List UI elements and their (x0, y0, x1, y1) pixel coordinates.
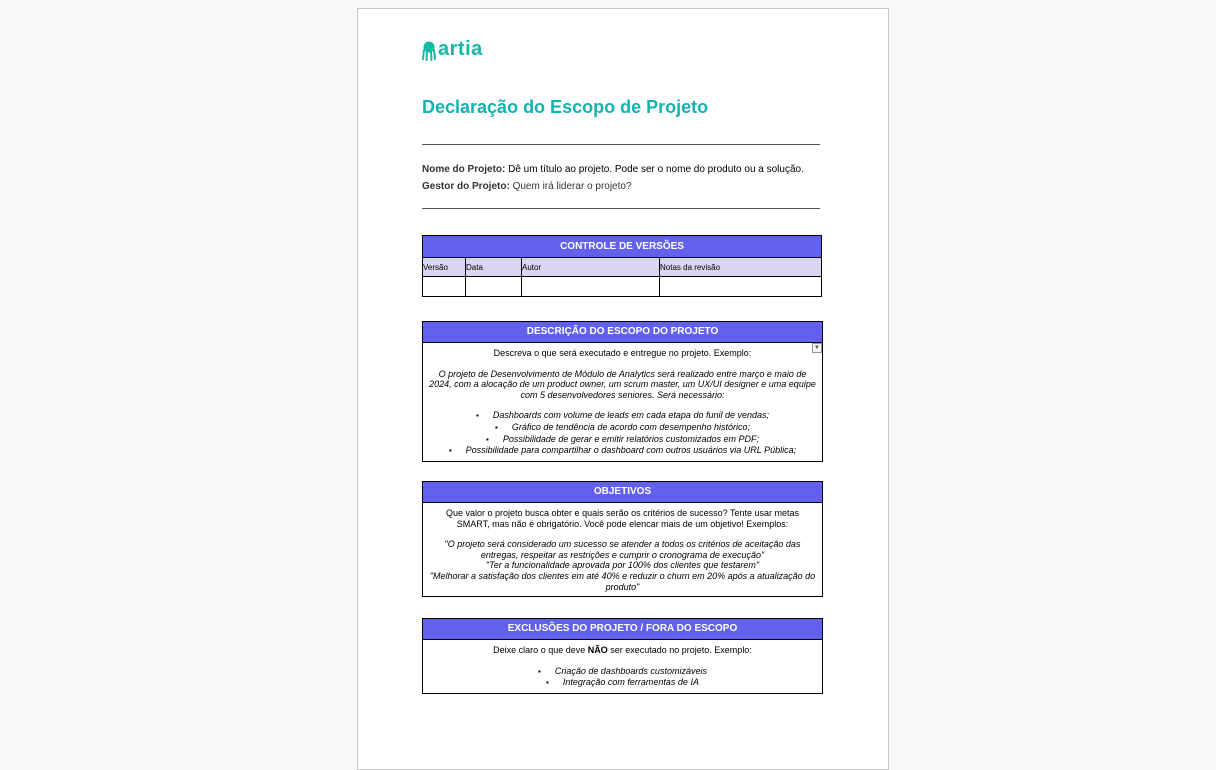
logo-text: artia (438, 38, 483, 60)
exclusion-item: ▪ Integração com ferramentas de IA (429, 677, 816, 689)
exclusion-item: ▪ Criação de dashboards customizáveis (429, 666, 816, 678)
project-manager-value[interactable]: Quem irá liderar o projeto? (512, 181, 632, 192)
exclusions-intro: Deixe claro o que deve NÃO ser executado no projeto. Exemplo: (493, 645, 752, 655)
document-page (357, 8, 889, 770)
date-cell[interactable] (466, 277, 522, 297)
scope-description-section (422, 321, 823, 462)
dropdown-arrow-icon[interactable]: ▼ (812, 343, 822, 353)
project-manager-label: Gestor do Projeto: (422, 181, 510, 192)
scope-example: O projeto de Desenvolvimento de Módulo de Analytics será realizado entre março e maio de 2024, com a alocação de um product owner, um scrum master, um UX/UI designer e uma equipe com 5 desenvolvedores seniores. Será necessário: (429, 368, 816, 400)
revision-notes-cell[interactable] (660, 277, 822, 297)
column-date: Data (466, 258, 522, 277)
scope-header: DESCRIÇÃO DO ESCOPO DO PROJETO (423, 322, 822, 343)
scope-body[interactable] (423, 343, 822, 461)
scope-item: ▪ Dashboards com volume de leads em cada etapa do funil de vendas; (429, 410, 816, 422)
objectives-section (422, 481, 823, 597)
project-manager-line (422, 181, 632, 192)
objective-example: "Ter a funcionalidade aprovada por 100% dos clientes que testarem" (485, 560, 760, 571)
objectives-header: OBJETIVOS (423, 482, 822, 503)
scope-item: ▪ Possibilidade para compartilhar o dashboard com outros usuários via URL Pública; (429, 445, 816, 457)
column-version: Versão (423, 258, 466, 277)
version-cell[interactable] (423, 277, 466, 297)
artia-logo (422, 38, 483, 61)
column-revision-notes: Notas da revisão (660, 258, 822, 277)
objectives-intro: Que valor o projeto busca obter e quais serão os critérios de sucesso? Tente usar metas SMART, mas não é obrigatório. Você pode elencar mais de um objetivo! Exemplos: (445, 508, 800, 529)
version-control-table (422, 235, 822, 297)
scope-intro: Descreva o que será executado e entregue no projeto. Exemplo: (493, 348, 752, 358)
divider (422, 208, 820, 209)
project-name-label: Nome do Projeto: (422, 164, 506, 175)
column-author: Autor (522, 258, 660, 277)
scope-item: ▪ Possibilidade de gerar e emitir relatórios customizados em PDF; (429, 434, 816, 446)
objectives-body[interactable] (423, 503, 822, 596)
project-name-value[interactable]: Dê um título ao projeto. Pode ser o nome do produto ou a solução. (508, 164, 804, 175)
divider (422, 144, 820, 145)
version-control-header: CONTROLE DE VERSÕES (423, 236, 822, 258)
exclusions-section (422, 618, 823, 694)
exclusions-body[interactable] (423, 640, 822, 693)
author-cell[interactable] (522, 277, 660, 297)
project-name-line (422, 164, 804, 175)
objective-example: "O projeto será considerado um sucesso se atender a todos os critérios de aceitação das entregas, respeitar as restrições e cumprir o cronograma de execução" (444, 539, 801, 560)
document-title: Declaração do Escopo de Projeto (422, 97, 709, 117)
objective-example: "Melhorar a satisfação dos clientes em até 40% e reduzir o churn em 20% após a atualização do produto" (429, 570, 816, 592)
exclusions-header: EXCLUSÕES DO PROJETO / FORA DO ESCOPO (423, 619, 822, 640)
scope-item: ▪ Gráfico de tendência de acordo com desempenho histórico; (429, 422, 816, 434)
octopus-logo-icon (422, 41, 436, 61)
